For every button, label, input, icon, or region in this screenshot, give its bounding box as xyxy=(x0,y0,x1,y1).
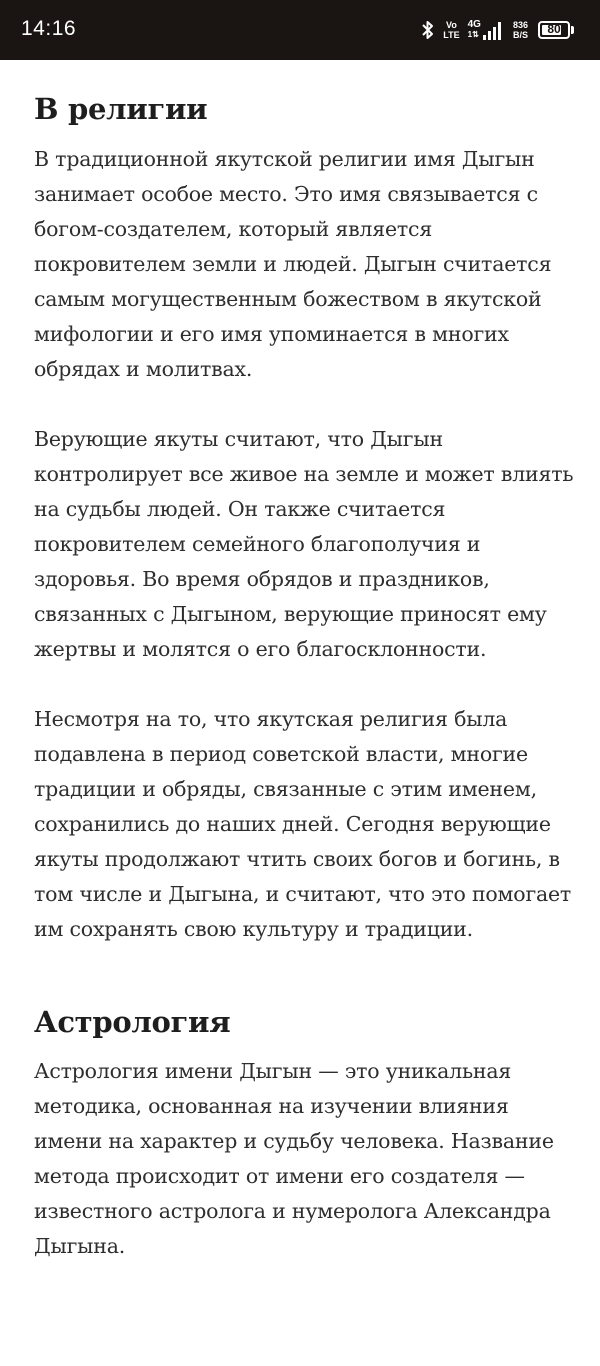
section-heading-religion: В религии xyxy=(34,92,208,126)
network-type-label: 4G xyxy=(467,19,481,30)
signal-icon xyxy=(468,20,501,40)
battery-tip xyxy=(571,26,574,34)
bluetooth-icon xyxy=(421,20,435,40)
religion-paragraph-3: Несмотря на то, что якутская религия была подавлена в период советской власти, многие традиции и обряды, связанные с этим именем, сохранились до наших дней. Сегодня верующие якуты продолжают чтить своих богов и богинь, в том числе и Дыгына, и считают, что это помогает им сохранять свою культуру и традиции. xyxy=(34,707,572,941)
status-bar xyxy=(0,0,600,60)
signal-bars xyxy=(483,22,501,40)
astrology-paragraph-1: Астрология имени Дыгын — это уникальная методика, основанная на изучении влияния имени на характер и судьбу человека. Название метода происходит от имени его создателя — известного астролога и нумеролога Александра Дыгына. xyxy=(34,1059,554,1258)
battery-level: 80 xyxy=(547,22,561,36)
religion-paragraph-1: В традиционной якутской религии имя Дыгын занимает особое место. Это имя связывается с богом-создателем, который является покровителем земли и людей. Дыгын считается самым могущественным божеством в якутской мифологии и его имя упоминается в многих обрядах и молитвах. xyxy=(34,147,552,381)
volte-top: Vo xyxy=(446,20,457,30)
status-time: 14:16 xyxy=(21,17,77,40)
network-type xyxy=(468,20,481,40)
battery-icon xyxy=(538,21,570,39)
article-content xyxy=(34,60,574,1264)
speed-unit: B/S xyxy=(512,30,528,40)
volte-icon xyxy=(443,20,459,40)
status-icons xyxy=(421,14,574,46)
network-arrows: 1⇅ xyxy=(467,30,479,39)
network-speed xyxy=(513,20,528,40)
speed-value: 836 xyxy=(512,20,528,30)
religion-paragraph-2: Верующие якуты считают, что Дыгын контролирует все живое на земле и может влиять на судьбы людей. Он также считается покровителем семейного благополучия и здоровья. Во время обрядов и праздников, связанных с Дыгыном, верующие приносят ему жертвы и молятся о его благосклонности. xyxy=(34,427,574,661)
section-heading-astrology: Астрология xyxy=(34,1005,231,1039)
volte-bottom: LTE xyxy=(443,30,460,40)
